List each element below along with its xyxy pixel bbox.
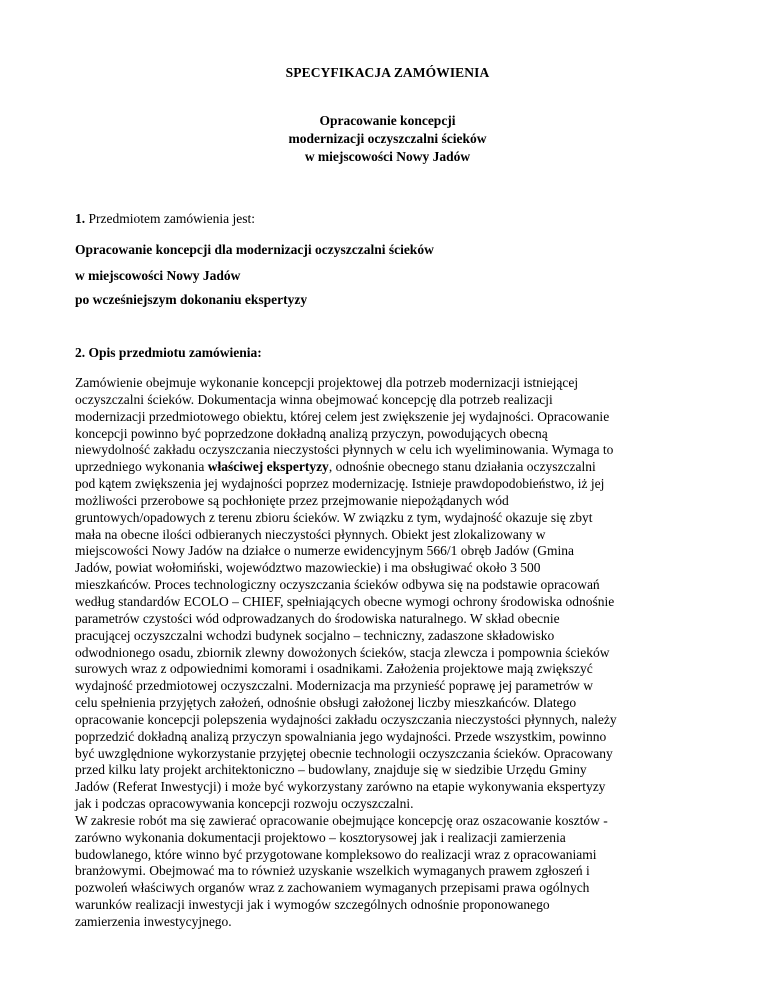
subtitle-line: w miejscowości Nowy Jadów bbox=[304, 149, 471, 164]
text-line: według standardów ECOLO – CHIEF, spełniających obecne wymogi ochrony środowiska odnośnie bbox=[75, 593, 615, 609]
document-subtitle bbox=[75, 112, 700, 166]
text-line: zarówno wykonania dokumentacji projektowo – kosztorysowej jak i realizacji zamierzenia bbox=[75, 829, 566, 845]
document-title: SPECYFIKACJA ZAMÓWIENIA bbox=[285, 65, 490, 80]
section-1-heading bbox=[75, 211, 255, 227]
text-line: W zakresie robót ma się zawierać opracowanie obejmujące koncepcję oraz oszacowanie kosztów - bbox=[75, 812, 608, 828]
text-line: surowych wraz z odpowiednimi komorami i osadnikami. Założenia projektowe mają zwiększyć bbox=[75, 661, 593, 677]
text-line: wydajność przedmiotowej oczyszczalni. Modernizacja ma przynieść poprawę jej parametrów w bbox=[75, 678, 594, 694]
section-1-number: 1. bbox=[75, 211, 86, 226]
text-line: opracowanie koncepcji polepszenia wydajności zakładu oczyszczania nieczystości płynnych, należy bbox=[75, 711, 617, 727]
text-fragment: uprzedniego wykonania bbox=[75, 459, 208, 475]
section-1-line: po wcześniejszym dokonaniu ekspertyzy bbox=[75, 292, 308, 307]
text-line: być uwzględnione wykorzystanie przyjętej obecnie technologii oczyszczania ścieków. Opracowany bbox=[75, 745, 613, 761]
section-1-heading-text: Przedmiotem zamówienia jest: bbox=[88, 211, 255, 226]
text-line: pozwoleń właściwych organów wraz z zachowaniem wymaganych przepisami prawa ogólnych bbox=[75, 880, 590, 896]
subtitle-line: modernizacji oczyszczalni ścieków bbox=[288, 131, 487, 146]
text-line: koncepcji powinno być poprzedzone dokładną analizą przyczyn, powodujących obecną bbox=[75, 425, 548, 441]
paragraph-2 bbox=[75, 813, 700, 931]
text-line: poprzedzić dokładną analizą przyczyn spowalniania jego wydajności. Przede wszystkim, powinno bbox=[75, 728, 607, 744]
text-line: Zamówienie obejmuje wykonanie koncepcji projektowej dla potrzeb modernizacji istniejącej bbox=[75, 375, 579, 390]
text-line: Jadów, powiat wołomiński, województwo mazowieckie) i ma obsługiwać około 3 500 bbox=[75, 560, 541, 576]
text-line: odwodnionego osadu, zbiornik zlewny dowożonych ścieków, stacja zlewcza i pompownia ścieków bbox=[75, 644, 610, 660]
text-line: pracującej oczyszczalni wchodzi budynek socjalno – techniczny, zadaszone składowisko bbox=[75, 627, 555, 643]
text-line: pod kątem zwiększenia jej wydajności poprzez modernizację. Istnieje prawdopodobieństwo, iż jej bbox=[75, 476, 605, 492]
text-line: mieszkańców. Proces technologiczny oczyszczania ścieków odbywa się na podstawie opracowań bbox=[75, 577, 600, 593]
section-2-body bbox=[75, 375, 700, 931]
text-line: budowlanego, które winno być przygotowane kompleksowo do realizacji wraz z opracowaniami bbox=[75, 846, 597, 862]
text-line: gruntowych/opadowych z terenu zbioru ścieków. W związku z tym, wydajność okazuje się zbyt bbox=[75, 509, 593, 525]
text-line: parametrów czystości wód odprowadzanych do środowiska naturalnego. W skład obecnie bbox=[75, 610, 560, 626]
text-line: zamierzenia inwestycyjnego. bbox=[75, 914, 232, 929]
text-line: branżowymi. Obejmować ma to również uzyskanie wszelkich wymaganych prawem zgłoszeń i bbox=[75, 863, 590, 879]
text-line: jak i podczas opracowywania koncepcji rozwoju oczyszczalni. bbox=[75, 796, 414, 812]
section-1-line: w miejscowości Nowy Jadów bbox=[75, 268, 241, 283]
text-fragment: , odnośnie obecnego stanu działania oczyszczalni bbox=[328, 459, 596, 475]
text-line: oczyszczalni ścieków. Dokumentacja winna obejmować koncepcję dla potrzeb realizacji bbox=[75, 391, 553, 407]
emphasis-ekspertyza: właściwej ekspertyzy bbox=[207, 459, 329, 475]
text-line: celu spełnienia przyjętych założeń, odnośnie obsługi założonej liczby mieszkańców. Dlatego bbox=[75, 695, 577, 711]
text-line: modernizacji przedmiotowego obiektu, której celem jest zwiększenie jej wydajności. Opracowanie bbox=[75, 408, 610, 424]
section-1-line: Opracowanie koncepcji dla modernizacji oczyszczalni ścieków bbox=[75, 242, 434, 257]
text-line: warunków realizacji inwestycji jak i wymogów szczególnych odnośnie proponowanego bbox=[75, 897, 550, 913]
subtitle-line: Opracowanie koncepcji bbox=[319, 113, 456, 128]
text-line: przed kilku laty projekt architektoniczno – budowlany, znajduje się w siedzibie Urzędu Gminy bbox=[75, 762, 587, 778]
section-2-heading: 2. Opis przedmiotu zamówienia: bbox=[75, 345, 262, 360]
text-line-mixed bbox=[75, 459, 700, 476]
paragraph-1 bbox=[75, 375, 700, 813]
text-line: możliwości przerobowe są pochłonięte przez przejmowanie niepożądanych wód bbox=[75, 492, 509, 508]
text-line: Jadów (Referat Inwestycji) i może być wykorzystany zarówno na etapie wykonywania ekspertyzy bbox=[75, 779, 606, 795]
text-line: miejscowości Nowy Jadów na działce o numerze ewidencyjnym 566/1 obręb Jadów (Gmina bbox=[75, 543, 574, 559]
text-line: niewydolność zakładu oczyszczania nieczystości płynnych w celu ich wyeliminowania. Wymaga to bbox=[75, 442, 614, 458]
text-line: mała na obecne ilości odbieranych nieczystości płynnych. Obiekt jest zlokalizowany w bbox=[75, 526, 546, 542]
